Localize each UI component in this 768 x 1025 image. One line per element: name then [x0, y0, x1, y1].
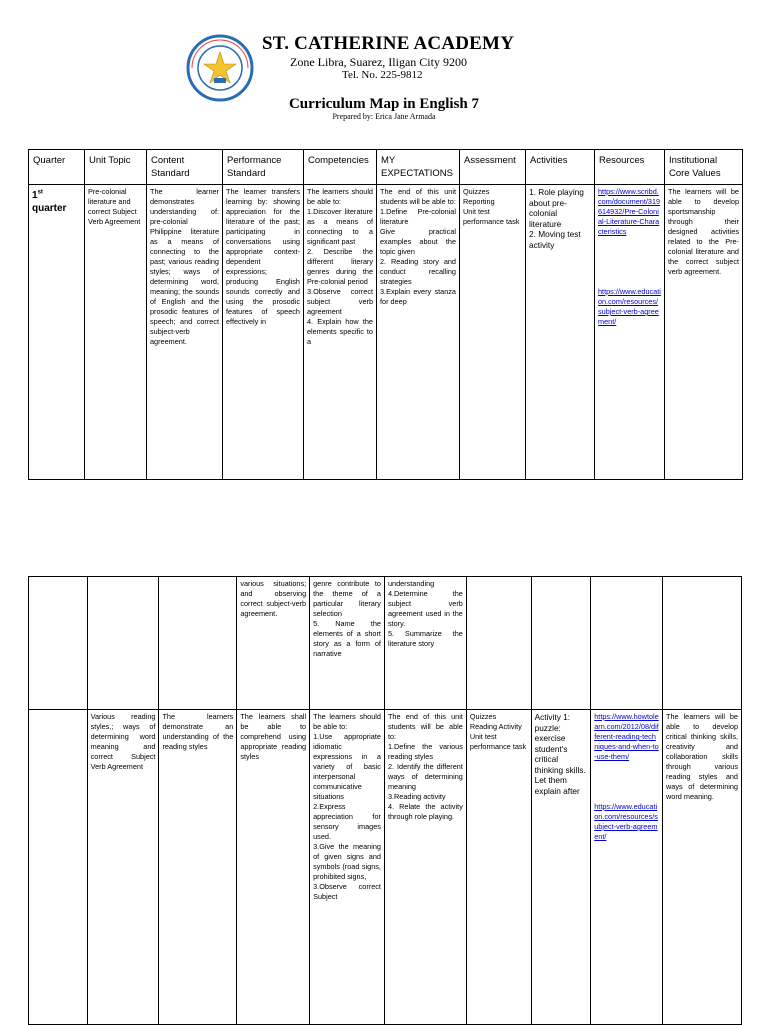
resource-link[interactable]: https://www.education.com/resources/subject-verb-agreement/	[598, 287, 661, 326]
activities-cell: Activity 1: puzzle: exercise student's critical thinking skills. Let them explain after	[531, 710, 591, 1025]
content-standard-cell: The learner demonstrates understanding of: pre-colonial Philippine literature as a means of connecting to the past; various reading styles; ways of determining word, meaning; the sounds of English and the prosodic features of speech; and correct subject-verb agreement.	[147, 185, 223, 480]
unit-topic-cell	[87, 577, 159, 710]
unit-topic-cell: Various reading styles,; ways of determining word meaning and correct Subject Verb Agreement	[87, 710, 159, 1025]
school-telephone: Tel. No. 225-9812	[342, 69, 423, 81]
document-title: Curriculum Map in English 7	[288, 96, 480, 112]
school-seal-logo	[186, 34, 254, 102]
col-header-activities: Activities	[526, 150, 595, 185]
resources-cell	[591, 577, 663, 710]
assessment-cell: Quizzes Reading Activity Unit test performance task	[466, 710, 531, 1025]
curriculum-table-page2	[28, 576, 742, 1025]
activities-cell: 1. Role playing about pre-colonial literature 2. Moving test activity	[526, 185, 595, 480]
core-values-cell	[663, 577, 742, 710]
col-header-expectations: MY EXPECTATIONS	[377, 150, 460, 185]
performance-standard-cell: The learners shall be able to comprehend using appropriate reading styles	[237, 710, 310, 1025]
quarter-cell	[29, 577, 88, 710]
resource-link[interactable]: https://www.education.com/resources/subject-verb-agreement/	[594, 802, 658, 841]
activities-cell	[531, 577, 591, 710]
core-values-cell: The learners will be able to develop sportsmanship through their designed activities related to the Pre-colonial literature and the correct subject verb agreement.	[665, 185, 743, 480]
resource-link[interactable]: https://www.scribd.com/document/319614932/Pre-Colonial-Literature-Characteristics	[598, 187, 661, 236]
curriculum-table-page1	[28, 149, 743, 480]
col-header-quarter: Quarter	[29, 150, 85, 185]
col-header-resources: Resources	[595, 150, 665, 185]
document-header	[0, 0, 768, 130]
quarter-suffix: st	[37, 190, 43, 196]
quarter-number: 1	[32, 190, 38, 202]
performance-standard-cell: The learner transfers learning by: showing appreciation for the literature of the past; participating in conversations using appropriate context-dependent expressions; producing English sounds correctly and using the prosodic features of speech effectively in	[223, 185, 304, 480]
col-header-unit-topic: Unit Topic	[85, 150, 147, 185]
quarter-cell	[29, 710, 88, 1025]
col-header-performance-standard: Performance Standard	[223, 150, 304, 185]
col-header-content-standard: Content Standard	[147, 150, 223, 185]
assessment-cell	[466, 577, 531, 710]
performance-standard-cell: various situations; and observing correct subject-verb agreement.	[237, 577, 310, 710]
expectations-cell: understanding 4.Determine the subject verb agreement used in the story. 5. Summarize the literature story	[384, 577, 466, 710]
expectations-cell: The end of this unit students will be able to: 1.Define Pre-colonial literature Give practical examples about the topic given 2. Reading story and conduct recalling strategies 3.Explain every stanza for deep	[377, 185, 460, 480]
table-row	[29, 185, 743, 480]
unit-topic-cell: Pre-colonial literature and correct Subject Verb Agreement	[85, 185, 147, 480]
table-row	[29, 710, 742, 1025]
quarter-word: quarter	[32, 203, 67, 215]
col-header-competencies: Competencies	[304, 150, 377, 185]
quarter-cell	[29, 185, 85, 480]
prepared-by: Prepared by: Erica Jane Armada	[332, 112, 436, 121]
resources-cell	[595, 185, 665, 480]
content-standard-cell: The learners demonstrate an understanding of the reading styles	[159, 710, 237, 1025]
col-header-core-values: Institutional Core Values	[665, 150, 743, 185]
content-standard-cell	[159, 577, 237, 710]
school-address: Zone Libra, Suarez, Iligan City 9200	[290, 55, 467, 69]
table-row	[29, 577, 742, 710]
resources-cell	[591, 710, 663, 1025]
table-header-row	[29, 150, 743, 185]
core-values-cell: The learners will be able to develop critical thinking skills, creativity and collaboration skills through various reading styles and ways of determining word meaning.	[663, 710, 742, 1025]
resource-link[interactable]: https://www.howtolearn.com/2012/08/different-reading-techniques-and-when-to-use-them/	[594, 712, 659, 761]
assessment-cell: Quizzes Reporting Unit test performance task	[460, 185, 526, 480]
competencies-cell: The learners should be able to: 1.Discover literature as a means of connecting to a significant past 2. Describe the different literary genres during the Pre-colonial period 3.Observe correct subject verb agreement 4. Explain how the elements specific to a	[304, 185, 377, 480]
competencies-cell: The learners should be able to: 1.Use appropriate idiomatic expressions in a variety of basic interpersonal communicative situations 2.Express appreciation for sensory images used. 3.Give the meaning of given signs and symbols (road signs, prohibited signs, 3.Observe correct Subject	[310, 710, 385, 1025]
expectations-cell: The end of this unit students will be able to: 1.Define the various reading styles 2. Identify the different ways of determining meaning 3.Reading activity 4. Relate the activity through role playing.	[384, 710, 466, 1025]
col-header-assessment: Assessment	[460, 150, 526, 185]
competencies-cell: genre contribute to the theme of a particular literary selection 5. Name the elements of a short story as a form of narrative	[310, 577, 385, 710]
school-name: ST. CATHERINE ACADEMY	[262, 33, 515, 54]
